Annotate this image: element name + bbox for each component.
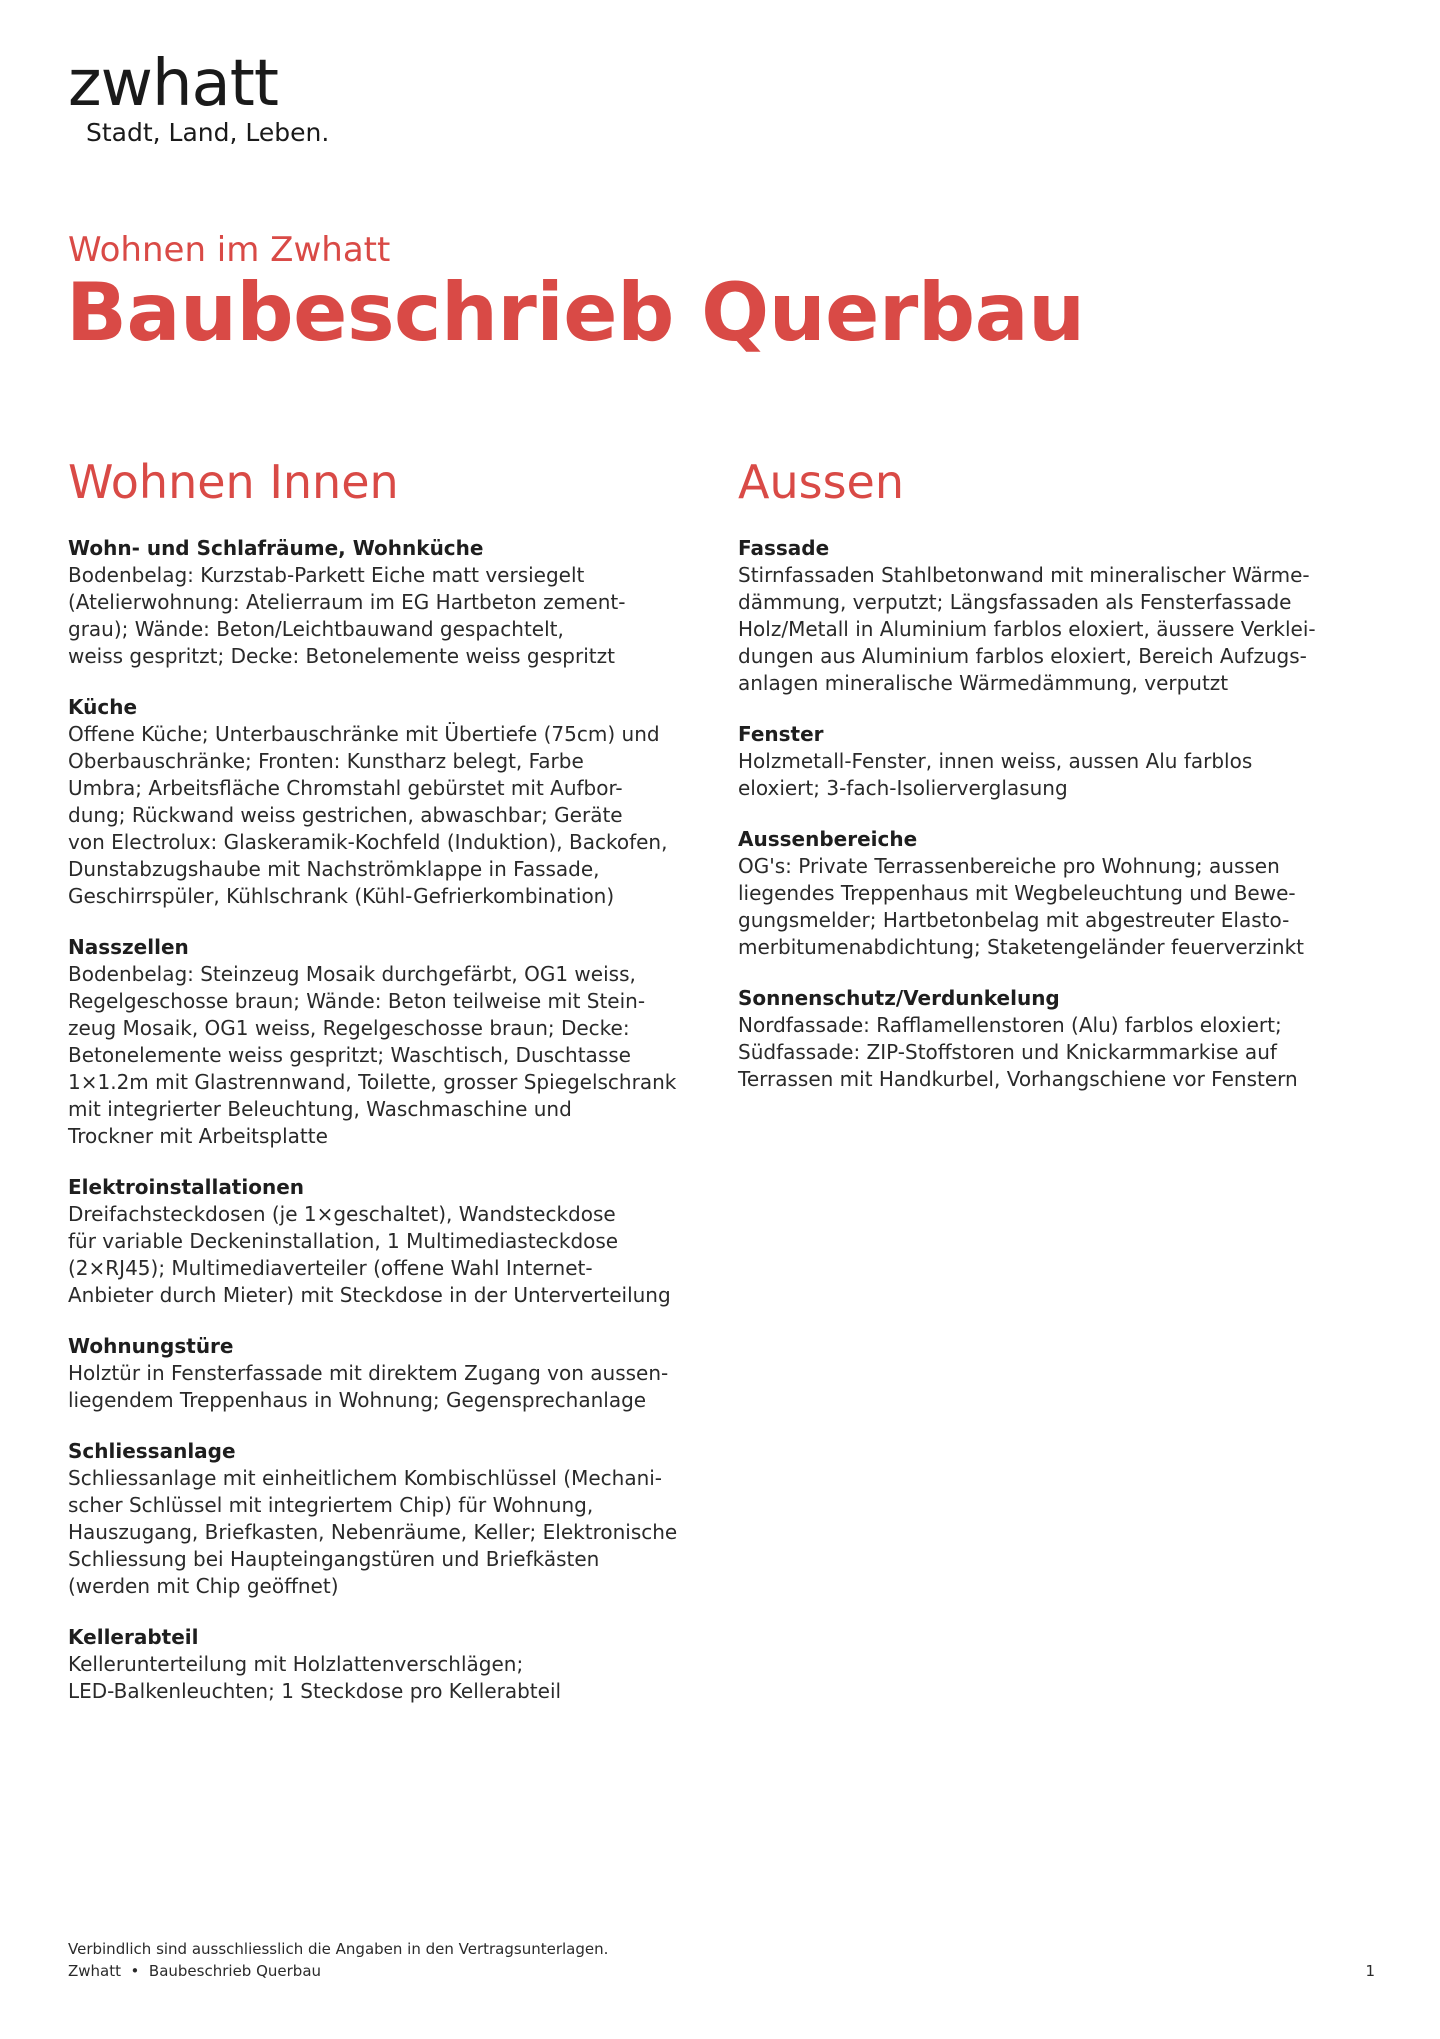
- left-column: [68, 455, 708, 1729]
- section-body: Bodenbelag: Kurzstab-Parkett Eiche matt versiegelt (Atelierwohnung: Atelierraum im EG Hartbeton zement- grau); Wände: Beton/Leichtbauwand gespachtelt, weiss gespritzt; Decke: Betonelemente weiss gespritzt: [68, 563, 626, 668]
- section-body: Kellerunterteilung mit Holzlattenverschlägen; LED-Balkenleuchten; 1 Steckdose pro Kellerabteil: [68, 1652, 562, 1703]
- section-elektroinstallationen: [68, 1174, 708, 1309]
- section-body: Offene Küche; Unterbauschränke mit Übertiefe (75cm) und Oberbauschränke; Fronten: Kunstharz belegt, Farbe Umbra; Arbeitsfläche Chromstahl gebürstet mit Aufbor- dung; Rückwand weiss gestrichen, abwaschbar; Geräte von Electrolux: Glaskeramik-Kochfeld (Induktion), Backofen, Dunstabzugshaube mit Nachströmklappe in Fassade, Geschirrspüler, Kühlschrank (Kühl-Gefrierkombination): [68, 722, 668, 908]
- logo-wordmark: zwhatt: [68, 47, 278, 121]
- logo: [68, 47, 330, 148]
- section-body: Dreifachsteckdosen (je 1×geschaltet), Wandsteckdose für variable Deckeninstallation, 1 Multimediasteckdose (2×RJ45); Multimediaverteiler (offene Wahl Internet- Anbieter durch Mieter) mit Steckdose in der Unterverteilung: [68, 1202, 671, 1307]
- page-kicker: Wohnen im Zwhatt: [68, 230, 391, 270]
- section-sonnenschutz: [738, 985, 1378, 1093]
- section-fassade: [738, 535, 1378, 697]
- section-title: Küche: [68, 695, 138, 719]
- footer-doc-label: Zwhatt • Baubeschrieb Querbau: [68, 1962, 322, 1980]
- section-body: Holztür in Fensterfassade mit direktem Zugang von aussen- liegendem Treppenhaus in Wohnung; Gegensprechanlage: [68, 1361, 669, 1412]
- section-title: Sonnenschutz/Verdunkelung: [738, 986, 1060, 1010]
- footer: [68, 1938, 608, 1982]
- footer-disclaimer: Verbindlich sind ausschliesslich die Angaben in den Vertragsunterlagen.: [68, 1940, 609, 1958]
- section-title: Elektroinstallationen: [68, 1175, 305, 1199]
- page-number: 1: [1365, 1962, 1375, 1980]
- section-body: Schliessanlage mit einheitlichem Kombischlüssel (Mechani- scher Schlüssel mit integriertem Chip) für Wohnung, Hauszugang, Briefkasten, Nebenräume, Keller; Elektronische Schliessung bei Haupteingangstüren und Briefkästen (werden mit Chip geöffnet): [68, 1466, 678, 1598]
- page-title: Baubeschrieb Querbau: [66, 266, 1085, 359]
- section-kueche: [68, 694, 708, 910]
- section-fenster: [738, 721, 1378, 802]
- section-title: Schliessanlage: [68, 1439, 236, 1463]
- section-kellerabteil: [68, 1624, 708, 1705]
- section-body: Bodenbelag: Steinzeug Mosaik durchgefärbt, OG1 weiss, Regelgeschosse braun; Wände: Beton teilweise mit Stein- zeug Mosaik, OG1 weiss, Regelgeschosse braun; Decke: Betonelemente weiss gespritzt; Waschtisch, Duschtasse 1×1.2m mit Glastrennwand, Toilette, grosser Spiegelschrank mit integrierter Beleuchtung, Waschmaschine und Trockner mit Arbeitsplatte: [68, 962, 677, 1148]
- section-body: Holzmetall-Fenster, innen weiss, aussen Alu farblos eloxiert; 3-fach-Isolierverglasung: [738, 749, 1253, 800]
- section-title: Fenster: [738, 722, 824, 746]
- section-nasszellen: [68, 934, 708, 1150]
- right-column: [738, 455, 1378, 1117]
- section-schliessanlage: [68, 1438, 708, 1600]
- right-column-heading: Aussen: [738, 455, 905, 509]
- section-title: Wohn- und Schlafräume, Wohnküche: [68, 536, 484, 560]
- section-body: Nordfassade: Rafflamellenstoren (Alu) farblos eloxiert; Südfassade: ZIP-Stoffstoren und Knickarmmarkise auf Terrassen mit Handkurbel, Vorhangschiene vor Fenstern: [738, 1013, 1298, 1091]
- section-aussenbereiche: [738, 826, 1378, 961]
- section-title: Kellerabteil: [68, 1625, 199, 1649]
- logo-tagline: Stadt, Land, Leben.: [86, 118, 330, 147]
- left-column-heading: Wohnen Innen: [68, 455, 399, 509]
- section-wohnungstuere: [68, 1333, 708, 1414]
- section-body: OG's: Private Terrassenbereiche pro Wohnung; aussen liegendes Treppenhaus mit Wegbeleuchtung und Bewe- gungsmelder; Hartbetonbelag mit abgestreuter Elasto- merbitumenabdichtung; Staketengeländer feuerverzinkt: [738, 854, 1305, 959]
- section-body: Stirnfassaden Stahlbetonwand mit mineralischer Wärme- dämmung, verputzt; Längsfassaden als Fensterfassade Holz/Metall in Aluminium farblos eloxiert, äussere Verklei- dungen aus Aluminium farblos eloxiert, Bereich Aufzugs- anlagen mineralische Wärmedämmung, verputzt: [738, 563, 1316, 695]
- section-wohnraeume: [68, 535, 708, 670]
- section-title: Nasszellen: [68, 935, 189, 959]
- section-title: Wohnungstüre: [68, 1334, 234, 1358]
- section-title: Aussenbereiche: [738, 827, 918, 851]
- section-title: Fassade: [738, 536, 830, 560]
